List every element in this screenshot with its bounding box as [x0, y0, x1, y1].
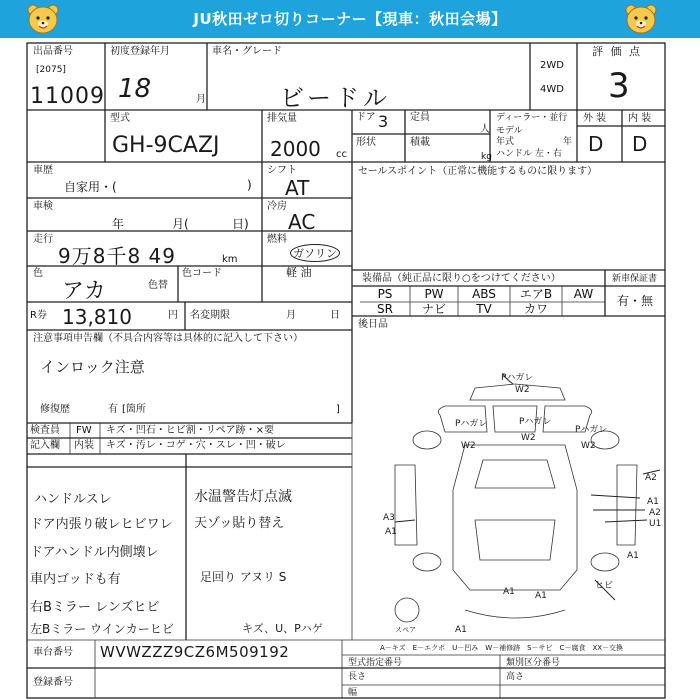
registration-year: 18 — [118, 74, 152, 104]
car-damage-diagram — [355, 370, 665, 640]
reg-no-label: 登録番号 — [33, 677, 73, 688]
displacement-unit: cc — [336, 149, 347, 160]
rating-value: 3 — [608, 66, 630, 106]
fuel-diesel: 軽 油 — [286, 266, 312, 279]
tax-value: 13,810 — [62, 305, 132, 329]
interior-label: 内装 — [74, 440, 94, 451]
dealer-handle-label: ハンドル 左・右 — [496, 149, 562, 159]
diagram-label: A2 — [649, 508, 661, 518]
new-car-warranty-label: 新車保証書 — [612, 274, 658, 284]
vin-label: 車台番号 — [33, 647, 73, 658]
capacity-label: 定員 — [410, 112, 430, 123]
diagram-label: W2 — [521, 433, 536, 443]
load-label: 積載 — [410, 137, 430, 148]
drive-4wd: 4WD — [540, 84, 564, 95]
rating-exterior-value: D — [588, 132, 604, 156]
displacement-label: 排気量 — [267, 113, 297, 124]
usage-close: ) — [247, 178, 252, 192]
equip-pw: PW — [424, 287, 444, 301]
remark-right-4: キズ、U、Pハゲ — [242, 622, 323, 635]
diagram-label: Pハガレ — [519, 417, 552, 427]
damage-legend: A－キズ E－エクボ U－凹み W－補修跡 S－サビ C－腐食 XX－交換 — [380, 644, 624, 652]
dealer-year-label: 年式 — [496, 137, 515, 147]
diagram-label: A3 — [383, 513, 395, 523]
mileage-unit: km — [222, 254, 238, 265]
mileage-label: 走行 — [33, 234, 53, 245]
diagram-label: Pハガレ — [501, 373, 534, 383]
inspection-month: 月( — [172, 217, 189, 231]
remark-left-3: ドアハンドル内側壊レ — [30, 545, 159, 560]
remark-left-6: 左Bミラー ウインカーヒビ — [30, 622, 174, 636]
length-label: 長さ — [348, 672, 367, 682]
rating-label: 評 価 点 — [592, 45, 642, 58]
diagram-label: A1 — [647, 497, 659, 507]
page-title: JU秋田ゼロ切りコーナー【現車：秋田会場】 — [193, 10, 507, 28]
fuel-gasoline: ガソリン — [290, 244, 340, 262]
rating-exterior-label: 外 装 — [583, 113, 607, 124]
diagram-label: W2 — [461, 441, 476, 451]
remark-left-2: ドア内張り破レヒビワレ — [30, 517, 173, 532]
dealer-label: ディーラー・並行 — [496, 113, 568, 123]
diagram-label: A1 — [535, 591, 547, 601]
class-number-label: 類別区分番号 — [506, 658, 561, 668]
remark-right-1: 水温警告灯点滅 — [194, 489, 292, 505]
inspector-label-1: 検査員 — [30, 425, 60, 436]
diagram-label: Pハガレ — [455, 419, 488, 429]
fw-items: キズ・凹石・ヒビ割・リペア跡・×要 — [106, 425, 274, 436]
repair-place: [箇所 — [122, 404, 146, 415]
equipment-label: 装備品（純正品に限り○をつけてください） — [362, 273, 561, 284]
lot-number: 11009 — [30, 84, 105, 109]
rating-interior-value: D — [632, 132, 648, 156]
repair-close: ] — [336, 404, 340, 415]
inspection-day: 日) — [232, 217, 249, 231]
diagram-label: Pハガレ — [575, 425, 608, 435]
diagram-label: A1 — [503, 587, 515, 597]
type-designation-label: 型式指定番号 — [348, 658, 403, 668]
mileage-value: 9万8千8 49 — [58, 244, 176, 268]
diagram-label: A1 — [385, 527, 397, 537]
lot-label: 出品番号 — [33, 46, 73, 57]
color-label: 色 — [33, 268, 43, 279]
equip-aw: AW — [573, 287, 594, 301]
diagram-label: ヒビ — [595, 581, 614, 591]
shift-label: シフト — [267, 165, 297, 176]
car-name-label: 車名・グレード — [212, 46, 282, 57]
equip-leather: カワ — [523, 302, 548, 316]
shift-value: AT — [285, 176, 310, 200]
usage-value: 自家用・( — [64, 180, 117, 194]
vin-value: WVWZZZ9CZ6M509192 — [100, 643, 290, 661]
load-unit: kg — [481, 152, 492, 162]
color-code-label: 色コード — [182, 268, 222, 279]
name-change-label: 名変期限 — [190, 310, 230, 321]
notes-label: 注意事項申告欄（不具合内容等は具体的に記入して下さい） — [33, 333, 303, 344]
car-name-value: ビードル — [280, 84, 392, 112]
equip-airbag: エアB — [519, 287, 553, 301]
name-change-month: 月 — [286, 310, 296, 321]
usage-label: 車歴 — [33, 165, 53, 176]
equip-sr: SR — [377, 302, 393, 316]
width-label: 幅 — [348, 688, 358, 698]
ac-value: AC — [288, 210, 316, 234]
lot-sub-number: [2075] — [36, 65, 66, 75]
notes-value: インロック注意 — [40, 358, 145, 376]
fw-label: FW — [76, 425, 92, 436]
dealer-year-unit: 年 — [563, 137, 573, 147]
height-label: 高さ — [506, 672, 525, 682]
diagram-label: A2 — [645, 473, 657, 483]
color-swatch-label: 色替 — [148, 280, 168, 291]
remark-left-4: 車内ゴッドも有 — [30, 572, 121, 587]
inspection-year: 年 — [112, 217, 125, 231]
equip-abs: ABS — [472, 287, 496, 301]
sales-points-label: セールスポイント（正常に機能するものに限ります） — [358, 166, 598, 177]
remark-right-2: 天ゾッ貼り替え — [194, 516, 285, 531]
equip-navi: ナビ — [421, 302, 446, 316]
rating-interior-label: 内 装 — [628, 113, 652, 124]
equip-ps: PS — [377, 287, 393, 301]
shape-label: 形状 — [356, 137, 376, 148]
registration-month-unit: 月 — [196, 94, 206, 105]
diagram-label: W2 — [581, 441, 596, 451]
equip-tv: TV — [476, 302, 492, 316]
warranty-value: 有・無 — [616, 294, 653, 308]
displacement-value: 2000 — [270, 137, 321, 161]
diagram-label: U1 — [649, 519, 662, 529]
after-items-label: 後日品 — [358, 319, 388, 330]
ac-label: 冷房 — [267, 201, 287, 212]
drive-2wd: 2WD — [540, 60, 564, 71]
fuel-label: 燃料 — [267, 234, 287, 245]
remark-left-5: 右Bミラー レンズヒビ — [30, 600, 160, 615]
remark-left-1: ハンドルスレ — [34, 492, 112, 507]
doors-label: ドア — [356, 112, 376, 123]
diagram-label: スペア — [395, 626, 416, 634]
interior-items: キズ・汚レ・コゲ・穴・スレ・凹・破レ — [106, 440, 286, 451]
tax-label: R券 — [30, 310, 47, 321]
registration-label: 初度登録年月 — [110, 46, 170, 57]
diagram-label: W2 — [515, 385, 530, 395]
repair-label: 修復歴 — [40, 404, 70, 415]
color-value: アカ — [62, 279, 106, 304]
tax-unit: 円 — [168, 310, 178, 321]
model-value: GH-9CAZJ — [112, 133, 220, 158]
diagram-label: A1 — [455, 625, 467, 635]
doors-value: 3 — [378, 112, 389, 131]
capacity-unit: 人 — [480, 124, 490, 135]
dealer-model-label: モデル — [496, 126, 523, 136]
name-change-day: 日 — [330, 310, 340, 321]
model-label: 型式 — [110, 113, 130, 124]
remark-right-3: 足回り アヌリ S — [200, 570, 287, 584]
repair-value: 有 — [108, 404, 118, 415]
inspection-label: 車検 — [33, 201, 53, 212]
inspector-label-2: 記入欄 — [30, 440, 60, 451]
diagram-label: A1 — [627, 551, 639, 561]
